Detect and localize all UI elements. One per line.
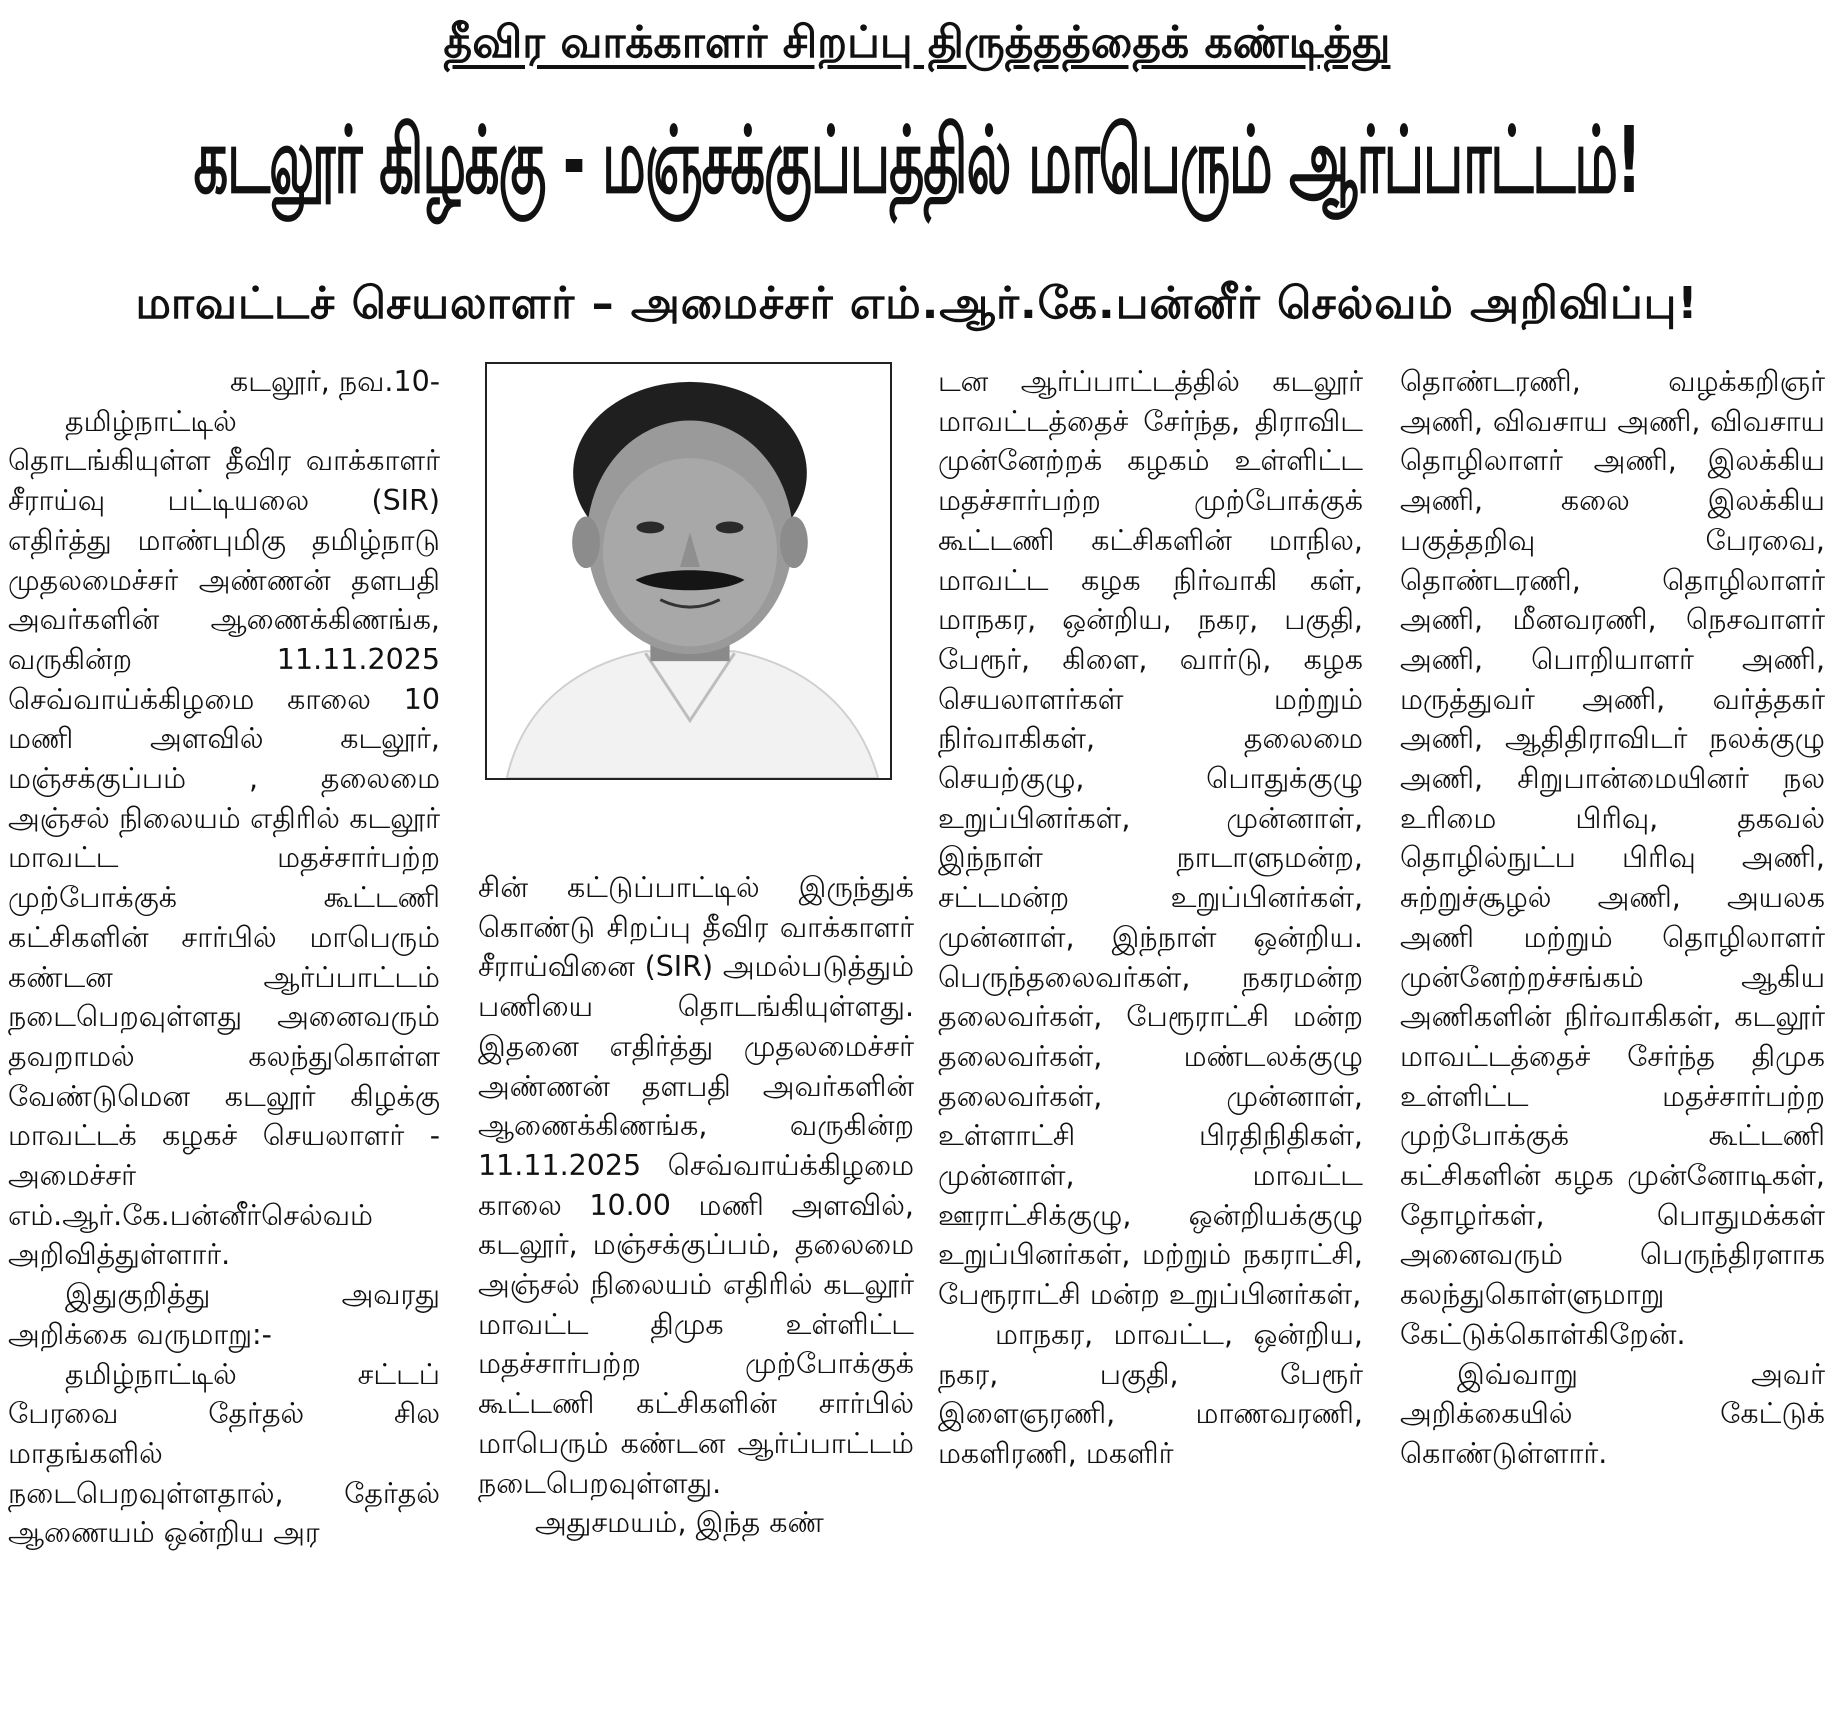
article-paragraph: இதுகுறித்து அவரது அறிக்கை வருமாறு:- <box>8 1278 440 1351</box>
article-paragraph: தமிழ்நாட்டில் தொடங்கியுள்ள தீவிர வாக்காளர் சீராய்வு பட்டியலை (SIR) எதிர்த்து மாண்புமிகு தமிழ்நாடு முதலமைச்சர் அண்ணன் தளபதி அவர்களின் ஆணைக்கிணங்க, வருகின்ற 11.11.2025 செவ்வாய்க்கிழமை காலை 10 மணி அளவில் கடலூர், மஞ்சக்குப்பம் , தலைமை அஞ்சல் நிலையம் எதிரில் கடலூர் மாவட்ட மதச்சார்பற்ற முற்போக்குக் கூட்டணி கட்சிகளின் சார்பில் மாபெரும் கண்டன ஆர்ப்பாட்டம் நடைபெறவுள்ளது அனைவரும் தவறாமல் கலந்துகொள்ள வேண்டுமென கடலூர் கிழக்கு மாவட்டக் கழகச் செயலாளர் - அமைச்சர் எம்.ஆர்.கே.பன்னீர்செல்வம் அறிவித்துள்ளார். <box>8 404 440 1272</box>
subheadline <box>0 262 1834 350</box>
headline-text: கடலூர் கிழக்கு - மஞ்சக்குப்பத்தில் மாபெரும் ஆர்ப்பாட்டம்! <box>193 106 1641 214</box>
dateline: கடலூர், நவ.10- <box>230 365 440 398</box>
article-column-1 <box>8 362 440 1710</box>
article-paragraph: இவ்வாறு அவர் அறிக்கையில் கேட்டுக் கொண்டுள்ளார். <box>1400 1357 1825 1470</box>
kicker-text: தீவிர வாக்காளர் சிறப்பு திருத்தத்தைக் கண்டித்து <box>443 16 1391 68</box>
article-paragraph: அதுசமயம், இந்த கண் <box>535 1506 824 1540</box>
kicker-heading <box>0 0 1834 90</box>
article-column-2 <box>478 868 914 1710</box>
article-paragraph: சின் கட்டுப்பாட்டில் இருந்துக் கொண்டு சிறப்பு தீவிர வாக்காளர் சீராய்வினை (SIR) அமல்படுத்தும் பணியை தொடங்கியுள்ளது. இதனை எதிர்த்து முதலமைச்சர் அண்ணன் தளபதி அவர்களின் ஆணைக்கிணங்க, வருகின்ற 11.11.2025 செவ்வாய்க்கிழமை காலை 10.00 மணி அளவில், கடலூர், மஞ்சக்குப்பம், தலைமை அஞ்சல் நிலையம் எதிரில் கடலூர் மாவட்ட திமுக உள்ளிட்ட மதச்சார்பற்ற முற்போக்குக் கூட்டணி கட்சிகளின் சார்பில் மாபெரும் கண்டன ஆர்ப்பாட்டம் நடைபெறவுள்ளது. <box>478 871 914 1500</box>
article-paragraph: தொண்டரணி, வழக்கறிஞர் அணி, விவசாய அணி, விவசாய தொழிலாளர் அணி, இலக்கிய அணி, கலை இலக்கிய பகுத்தறிவு பேரவை, தொண்டரணி, தொழிலாளர் அணி, மீனவரணி, நெசவாளர் அணி, பொறியாளர் அணி, மருத்துவர் அணி, வர்த்தகர் அணி, ஆதிதிராவிடர் நலக்குழு அணி, சிறுபான்மையினர் நல உரிமை பிரிவு, தகவல் தொழில்நுட்ப பிரிவு அணி, சுற்றுச்சூழல் அணி, அயலக அணி மற்றும் தொழிலாளர் முன்னேற்றச்சங்கம் ஆகிய அணிகளின் நிர்வாகிகள், கடலூர் மாவட்டத்தைச் சேர்ந்த திமுக உள்ளிட்ட மதச்சார்பற்ற முற்போக்குக் கூட்டணி கட்சிகளின் கழக முன்னோடிகள், தோழர்கள், பொதுமக்கள் அனைவரும் பெருந்திரளாக கலந்துகொள்ளுமாறு கேட்டுக்கொள்கிறேன். <box>1400 365 1825 1351</box>
article-column-3 <box>938 362 1363 1710</box>
article-paragraph: மாநகர, மாவட்ட, ஒன்றிய, நகர, பகுதி, பேரூர் இளைஞரணி, மாணவரணி, மகளிரணி, மகளிர் <box>938 1317 1363 1470</box>
article-paragraph: டன ஆர்ப்பாட்டத்தில் கடலூர் மாவட்டத்தைச் சேர்ந்த, திராவிட முன்னேற்றக் கழகம் உள்ளிட்ட மதச்சார்பற்ற முற்போக்குக் கூட்டணி கட்சிகளின் மாநில, மாவட்ட கழக நிர்வாகி கள், மாநகர, ஒன்றிய, நகர, பகுதி, பேரூர், கிளை, வார்டு, கழக செயலாளர்கள் மற்றும் நிர்வாகிகள், தலைமை செயற்குழு, பொதுக்குழு உறுப்பினர்கள், முன்னாள், இந்நாள் நாடாளுமன்ற, சட்டமன்ற உறுப்பினர்கள், முன்னாள், இந்நாள் ஒன்றிய. பெருந்தலைவர்கள், நகரமன்ற தலைவர்கள், பேரூராட்சி மன்ற தலைவர்கள், மண்டலக்குழு தலைவர்கள், முன்னாள், உள்ளாட்சி பிரதிநிதிகள், முன்னாள், மாவட்ட ஊராட்சிக்குழு, ஒன்றியக்குழு உறுப்பினர்கள், மற்றும் நகராட்சி, பேரூராட்சி மன்ற உறுப்பினர்கள், <box>938 365 1363 1312</box>
article-paragraph: தமிழ்நாட்டில் சட்டப் பேரவை தேர்தல் சில மாதங்களில் நடைபெறவுள்ளதால், தேர்தல் ஆணையம் ஒன்றிய அர <box>8 1357 440 1550</box>
headline <box>0 92 1834 242</box>
portrait-photo <box>485 362 892 780</box>
article-column-4 <box>1400 362 1825 1710</box>
subheadline-text: மாவட்டச் செயலாளர் – அமைச்சர் எம்.ஆர்.கே.பன்னீர் செல்வம் அறிவிப்பு! <box>135 277 1699 329</box>
portrait-photo-icon <box>487 364 890 778</box>
